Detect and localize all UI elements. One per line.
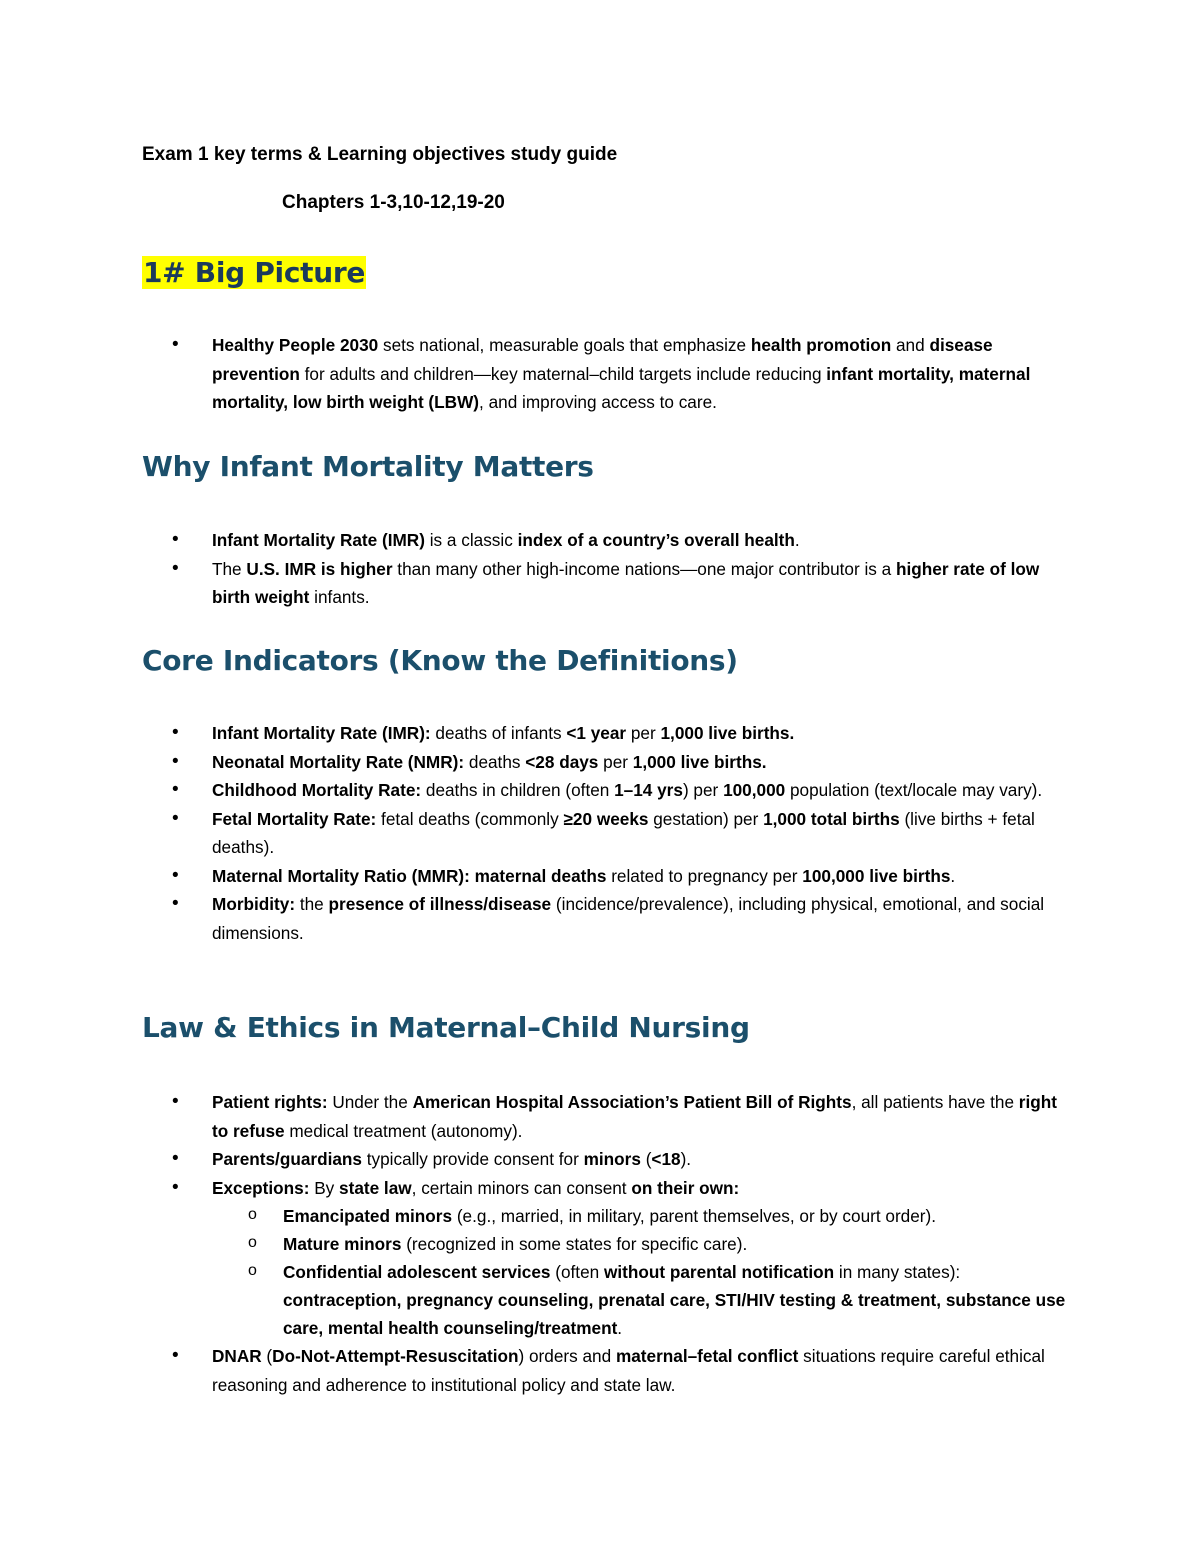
sublist-item: o Emancipated minors (e.g., married, in military, parent themselves, or by court order). — [212, 1202, 1068, 1230]
list-item: • Parents/guardians typically provide consent for minors (<18). — [0, 1145, 1200, 1174]
section-heading-law-ethics: Law & Ethics in Maternal–Child Nursing — [142, 1011, 750, 1044]
section-heading-core-indicators: Core Indicators (Know the Definitions) — [142, 644, 738, 677]
list-item: • Maternal Mortality Ratio (MMR): maternal deaths related to pregnancy per 100,000 live births. — [0, 862, 1200, 891]
sublist-item: o Mature minors (recognized in some states for specific care). — [212, 1230, 1068, 1258]
list-item: • Morbidity: the presence of illness/disease (incidence/prevalence), including physical, emotional, and social dimensions. — [0, 890, 1200, 947]
list-item: • Exceptions: By state law, certain minors can consent on their own: o Emancipated minors (e.g., married, in military, parent themselves, or by court order). o Mature minors (recognized in some states for specific care). o Confidential adolescent services (often without parental notification in many states): contraception, pregnancy counseling, prenatal care, STI/HIV testing & treatment, substance use care, mental health counseling/treatment. — [0, 1174, 1200, 1343]
section-heading-infant-mortality: Why Infant Mortality Matters — [142, 450, 594, 483]
list-item: • The U.S. IMR is higher than many other high-income nations—one major contributor is a higher rate of low birth weight infants. — [0, 555, 1200, 612]
document-subtitle: Chapters 1-3,10-12,19-20 — [282, 192, 505, 213]
law-ethics-list — [0, 1088, 1200, 1399]
list-item: • Infant Mortality Rate (IMR): deaths of infants <1 year per 1,000 live births. — [0, 719, 1200, 748]
list-item: • Infant Mortality Rate (IMR) is a classic index of a country’s overall health. — [0, 526, 1200, 555]
big-picture-list — [0, 331, 1200, 417]
list-item: • Healthy People 2030 sets national, measurable goals that emphasize health promotion and disease prevention for adults and children—key maternal–child targets include reducing infant mortality, maternal mortality, low birth weight (LBW), and improving access to care. — [0, 331, 1200, 417]
list-item: • Patient rights: Under the American Hospital Association’s Patient Bill of Rights, all patients have the right to refuse medical treatment (autonomy). — [0, 1088, 1200, 1145]
core-indicators-list — [0, 719, 1200, 947]
exceptions-sublist — [212, 1202, 1068, 1342]
list-item: • Childhood Mortality Rate: deaths in children (often 1–14 yrs) per 100,000 population (text/locale may vary). — [0, 776, 1200, 805]
infant-mortality-list — [0, 526, 1200, 612]
list-item: • DNAR (Do-Not-Attempt-Resuscitation) orders and maternal–fetal conflict situations require careful ethical reasoning and adherence to institutional policy and state law. — [0, 1342, 1200, 1399]
section-heading-big-picture: 1# Big Picture — [143, 256, 366, 289]
list-item: • Neonatal Mortality Rate (NMR): deaths <28 days per 1,000 live births. — [0, 748, 1200, 777]
document-title: Exam 1 key terms & Learning objectives study guide — [142, 144, 618, 165]
sublist-item: o Confidential adolescent services (often without parental notification in many states): contraception, pregnancy counseling, prenatal care, STI/HIV testing & treatment, substance use care, mental health counseling/treatment. — [212, 1258, 1068, 1342]
list-item: • Fetal Mortality Rate: fetal deaths (commonly ≥20 weeks gestation) per 1,000 total births (live births + fetal deaths). — [0, 805, 1200, 862]
